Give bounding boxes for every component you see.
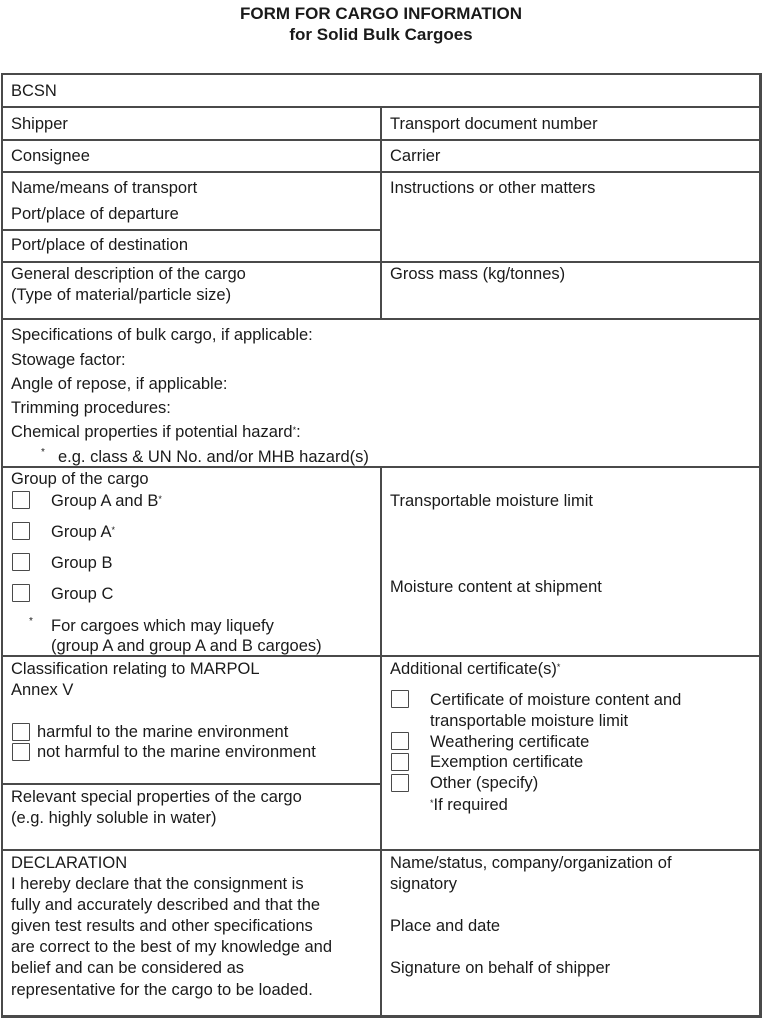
group-c-label: Group C <box>51 585 114 603</box>
moisture-certificate-label: Certificate of moisture content and <box>430 691 682 709</box>
group-a-label: Group A* <box>51 523 116 541</box>
weathering-certificate-checkbox[interactable] <box>391 732 409 750</box>
group-a-and-b-checkbox[interactable] <box>12 491 30 509</box>
angle-of-repose-field[interactable]: Angle of repose, if applicable: <box>11 375 228 393</box>
declaration-line: I hereby declare that the consignment is <box>11 875 304 893</box>
not-harmful-checkbox[interactable] <box>12 743 30 761</box>
marpol-heading: Classification relating to MARPOL <box>11 660 260 678</box>
exemption-certificate-checkbox[interactable] <box>391 753 409 771</box>
chemical-properties-footnote: e.g. class & UN No. and/or MHB hazard(s) <box>58 448 369 466</box>
weathering-certificate-label: Weathering certificate <box>430 733 590 751</box>
specifications-heading: Specifications of bulk cargo, if applicable: <box>11 326 313 344</box>
trimming-procedures-field[interactable]: Trimming procedures: <box>11 399 171 417</box>
instructions-field[interactable]: Instructions or other matters <box>390 179 596 197</box>
bcsn-field[interactable]: BCSN <box>11 82 57 100</box>
transportable-moisture-limit-field[interactable]: Transportable moisture limit <box>390 492 593 510</box>
signatory-field[interactable]: Name/status, company/organization of <box>390 854 672 872</box>
chemical-properties-field[interactable]: Chemical properties if potential hazard*: <box>11 423 301 441</box>
other-certificate-checkbox[interactable] <box>391 774 409 792</box>
table-border-left <box>1 73 3 1018</box>
special-properties-label[interactable]: Relevant special properties of the cargo <box>11 788 302 806</box>
harmful-checkbox[interactable] <box>12 723 30 741</box>
marpol-heading-annex: Annex V <box>11 681 74 699</box>
group-heading: Group of the cargo <box>11 470 149 488</box>
declaration-line: given test results and other specifications <box>11 917 313 935</box>
other-certificate-label: Other (specify) <box>430 774 539 792</box>
group-footnote-line1: For cargoes which may liquefy <box>51 617 274 635</box>
group-a-and-b-label: Group A and B* <box>51 492 162 510</box>
general-description-label[interactable]: General description of the cargo <box>11 265 246 283</box>
moisture-certificate-label-line2: transportable moisture limit <box>430 712 629 730</box>
footnote-marker: * <box>41 447 45 458</box>
means-of-transport-field[interactable]: Name/means of transport <box>11 179 198 197</box>
port-of-destination-field[interactable]: Port/place of destination <box>11 236 189 254</box>
declaration-heading: DECLARATION <box>11 854 128 872</box>
declaration-line: fully and accurately described and that the <box>11 896 321 914</box>
moisture-content-field[interactable]: Moisture content at shipment <box>390 578 602 596</box>
consignee-field[interactable]: Consignee <box>11 147 90 165</box>
port-of-departure-field[interactable]: Port/place of departure <box>11 205 179 223</box>
gross-mass-field[interactable]: Gross mass (kg/tonnes) <box>390 265 566 283</box>
certificates-footnote: *If required <box>430 796 508 814</box>
declaration-line: representative for the cargo to be loaded. <box>11 981 313 999</box>
form-title: FORM FOR CARGO INFORMATION <box>239 4 523 23</box>
column-divider <box>380 466 382 1017</box>
exemption-certificate-label: Exemption certificate <box>430 753 584 771</box>
group-b-checkbox[interactable] <box>12 553 30 571</box>
place-and-date-field[interactable]: Place and date <box>390 917 501 935</box>
moisture-certificate-checkbox[interactable] <box>391 690 409 708</box>
table-border-top <box>1 73 761 75</box>
special-properties-sublabel: (e.g. highly soluble in water) <box>11 809 217 827</box>
harmful-label: harmful to the marine environment <box>37 723 289 741</box>
group-footnote-line2: (group A and group A and B cargoes) <box>51 637 322 655</box>
general-description-sublabel: (Type of material/particle size) <box>11 286 232 304</box>
group-c-checkbox[interactable] <box>12 584 30 602</box>
carrier-field[interactable]: Carrier <box>390 147 441 165</box>
group-a-checkbox[interactable] <box>12 522 30 540</box>
certificates-heading: Additional certificate(s)* <box>390 660 561 678</box>
signatory-field-line2: signatory <box>390 875 457 893</box>
column-divider <box>380 106 382 319</box>
stowage-factor-field[interactable]: Stowage factor: <box>11 351 126 369</box>
declaration-line: belief and can be considered as <box>11 959 244 977</box>
signature-field[interactable]: Signature on behalf of shipper <box>390 959 611 977</box>
row-divider-left <box>1 229 382 231</box>
row-divider-left <box>1 783 382 785</box>
transport-document-number-field[interactable]: Transport document number <box>390 115 598 133</box>
shipper-field[interactable]: Shipper <box>11 115 68 133</box>
group-footnote-marker: * <box>29 616 33 627</box>
group-b-label: Group B <box>51 554 113 572</box>
not-harmful-label: not harmful to the marine environment <box>37 743 316 761</box>
form-subtitle: for Solid Bulk Cargoes <box>289 25 473 44</box>
declaration-line: are correct to the best of my knowledge and <box>11 938 333 956</box>
